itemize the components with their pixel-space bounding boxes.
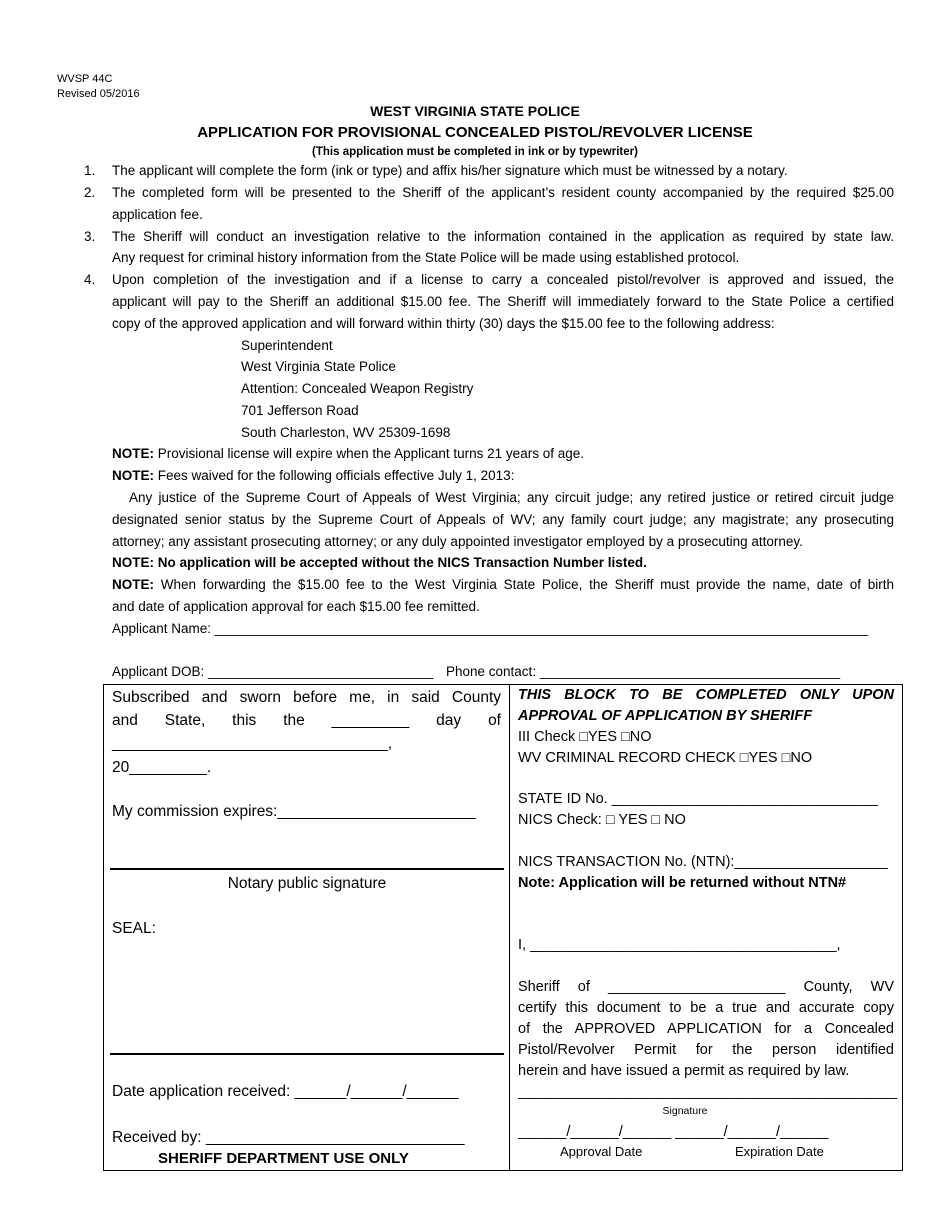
instruction-text: The applicant will complete the form (ink or type) and affix his/her signature which must be witnessed by a notary. bbox=[112, 163, 788, 178]
notary-signature-label: Notary public signature bbox=[227, 875, 387, 892]
note-label: NOTE: bbox=[112, 468, 154, 483]
sheriff-block-heading: APPROVAL OF APPLICATION BY SHERIFF bbox=[518, 708, 813, 724]
approval-date-label: Approval Date bbox=[560, 1144, 643, 1159]
address-line: Attention: Concealed Weapon Registry bbox=[241, 381, 474, 396]
iii-check-field[interactable]: III Check □YES □NO bbox=[518, 729, 652, 745]
sworn-statement: Subscribed and sworn before me, in said County bbox=[112, 689, 501, 706]
certification-text: herein and have issued a permit as required by law. bbox=[518, 1063, 850, 1079]
form-subtitle: (This application must be completed in ink or by typewriter) bbox=[312, 146, 638, 158]
instruction-number: 1. bbox=[84, 163, 96, 178]
phone-contact-field[interactable]: Phone contact: ________________________________________ bbox=[446, 664, 841, 679]
note-nics-required: NOTE: No application will be accepted without the NICS Transaction Number listed. bbox=[112, 555, 647, 570]
instruction-text: The completed form will be presented to the Sheriff of the applicant’s resident county accompanied by the required $25.00 bbox=[112, 185, 894, 200]
ntn-note: Note: Application will be returned without NTN# bbox=[518, 875, 847, 891]
seal-divider bbox=[110, 1053, 504, 1055]
certification-text: certify this document to be a true and accurate copy bbox=[518, 1000, 894, 1016]
instruction-number: 3. bbox=[84, 229, 96, 244]
note-label: NOTE: bbox=[112, 577, 154, 592]
instruction-number: 4. bbox=[84, 272, 96, 287]
note-forwarding bbox=[112, 574, 894, 596]
note-fees-waived bbox=[112, 465, 514, 487]
wv-criminal-record-check-field[interactable]: WV CRIMINAL RECORD CHECK □YES □NO bbox=[518, 750, 813, 766]
instruction-number: 2. bbox=[84, 185, 96, 200]
sheriff-block-heading: THIS BLOCK TO BE COMPLETED ONLY UPON bbox=[518, 687, 894, 703]
received-by-field[interactable]: Received by: ______________________________ bbox=[112, 1129, 465, 1146]
revision-date: Revised 05/2016 bbox=[57, 88, 140, 100]
agency-name: WEST VIRGINIA STATE POLICE bbox=[370, 103, 580, 119]
note-text: Provisional license will expire when the Applicant turns 21 years of age. bbox=[154, 446, 584, 461]
certification-text: of the APPROVED APPLICATION for a Concealed bbox=[518, 1021, 894, 1037]
address-line: Superintendent bbox=[241, 338, 333, 353]
note-forwarding-cont: and date of application approval for each $15.00 fee remitted. bbox=[112, 599, 480, 614]
note-label: NOTE: bbox=[112, 446, 154, 461]
instruction-text: Upon completion of the investigation and if a license to carry a concealed pistol/revolver is approved and issued, the bbox=[112, 272, 894, 287]
instruction-text: application fee. bbox=[112, 207, 203, 222]
form-code: WVSP 44C bbox=[57, 73, 113, 85]
box-divider bbox=[509, 684, 510, 1171]
note-text: When forwarding the $15.00 fee to the West Virginia State Police, the Sheriff must provide the name, date of birth bbox=[154, 577, 894, 592]
ntn-field[interactable]: NICS TRANSACTION No. (NTN):___________________ bbox=[518, 854, 888, 870]
commission-expires-field[interactable]: My commission expires:_______________________ bbox=[112, 803, 476, 820]
sheriff-use-only-label: SHERIFF DEPARTMENT USE ONLY bbox=[158, 1150, 409, 1167]
sworn-year-field[interactable]: 20_________. bbox=[112, 759, 212, 776]
sheriff-county-field[interactable]: Sheriff of ______________________ County, WV bbox=[518, 979, 894, 995]
seal-label: SEAL: bbox=[112, 920, 156, 937]
officials-text: Any justice of the Supreme Court of Appeals of West Virginia; any circuit judge; any retired justice or retired circuit judge bbox=[129, 490, 894, 505]
signature-label: Signature bbox=[662, 1105, 708, 1117]
notary-signature-line[interactable] bbox=[110, 868, 504, 870]
note-expiry bbox=[112, 443, 584, 465]
date-received-field[interactable]: Date application received: ______/______/______ bbox=[112, 1083, 459, 1100]
sworn-statement[interactable]: ________________________________, bbox=[112, 735, 393, 752]
officials-text: designated senior status by the Supreme Court of Appeals of WV; any family court judge; any magistrate; any prosecuting bbox=[112, 512, 894, 527]
sworn-statement[interactable]: and State, this the _________ day of bbox=[112, 712, 501, 729]
nics-check-field[interactable]: NICS Check: □ YES □ NO bbox=[518, 812, 686, 828]
form-title: APPLICATION FOR PROVISIONAL CONCEALED PISTOL/REVOLVER LICENSE bbox=[197, 124, 753, 141]
sheriff-name-field[interactable]: I, ______________________________________, bbox=[518, 937, 841, 953]
address-line: South Charleston, WV 25309-1698 bbox=[241, 425, 451, 440]
address-line: West Virginia State Police bbox=[241, 359, 396, 374]
instruction-text: applicant will pay to the Sheriff an additional $15.00 fee. The Sheriff will immediately forward to the State Police a certified bbox=[112, 294, 894, 309]
applicant-name-field[interactable]: Applicant Name: _______________________________________________________________________________________ bbox=[112, 621, 868, 636]
certification-text: Pistol/Revolver Permit for the person identified bbox=[518, 1042, 894, 1058]
state-id-field[interactable]: STATE ID No. _________________________________ bbox=[518, 791, 878, 807]
address-line: 701 Jefferson Road bbox=[241, 403, 359, 418]
approval-expiration-date-fields[interactable]: ______/______/______ ______/______/______ bbox=[518, 1124, 829, 1140]
expiration-date-label: Expiration Date bbox=[735, 1144, 824, 1159]
sheriff-signature-line[interactable]: _______________________________________________ bbox=[518, 1084, 898, 1100]
applicant-dob-field[interactable]: Applicant DOB: ______________________________ bbox=[112, 664, 434, 679]
instruction-text: Any request for criminal history information from the State Police will be made using established protocol. bbox=[112, 250, 740, 265]
note-text: Fees waived for the following officials effective July 1, 2013: bbox=[154, 468, 515, 483]
instruction-text: The Sheriff will conduct an investigation relative to the information contained in the application as required by state law. bbox=[112, 229, 894, 244]
instruction-text: copy of the approved application and will forward within thirty (30) days the $15.00 fee to the following address: bbox=[112, 316, 775, 331]
officials-text: attorney; any assistant prosecuting attorney; or any duly appointed investigator employed by a prosecuting attorney. bbox=[112, 534, 803, 549]
